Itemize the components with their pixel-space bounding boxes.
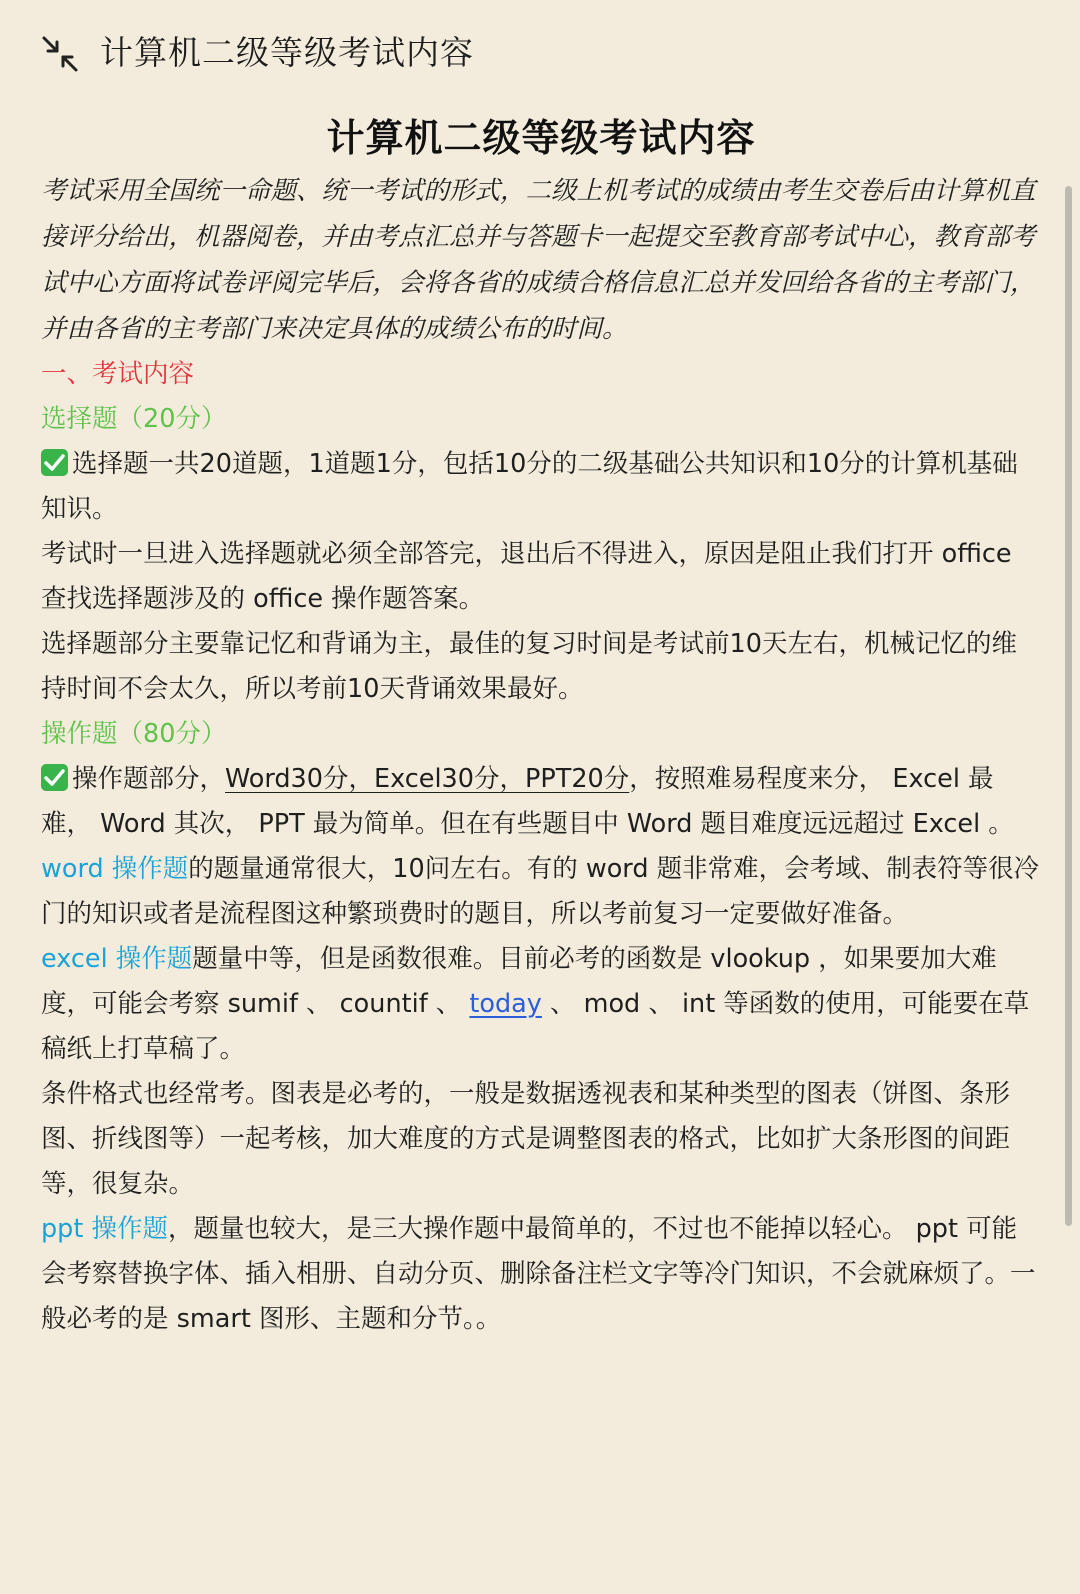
word-paragraph: word 操作题的题量通常很大，10问左右。有的 word 题非常难，会考域、制表符等很冷门的知识或者是流程图这种繁琐费时的题目，所以考前复习一定要做好准备。 <box>41 854 1040 929</box>
check-mark-icon <box>41 449 68 476</box>
check-mark-icon <box>41 764 68 791</box>
collapse-arrows-icon[interactable] <box>40 34 80 74</box>
document-body <box>41 110 1041 1342</box>
header-title: 计算机二级等级考试内容 <box>100 33 474 72</box>
word-operation-link[interactable]: word 操作题 <box>41 854 189 884</box>
ppt-operation-link[interactable]: ppt 操作题 <box>41 1214 168 1244</box>
score-split-underlined: Word30分，Excel30分，PPT20分 <box>225 764 630 794</box>
choice-paragraph-1: 选择题一共20道题，1道题1分，包括10分的二级基础公共知识和10分的计算机基础知识。 <box>41 449 1018 524</box>
operation-paragraph-1: 操作题部分，Word30分，Excel30分，PPT20分，按照难易程度来分， Excel 最难， Word 其次， PPT 最为简单。但在有些题目中 Word 题目难度远远超过 Excel 。 <box>41 764 1014 839</box>
top-bar <box>0 0 1080 106</box>
ppt-paragraph: ppt 操作题，题量也较大，是三大操作题中最简单的，不过也不能掉以轻心。 ppt 可能会考察替换字体、插入相册、自动分页、删除备注栏文字等冷门知识，不会就麻烦了。一般必考的是 smart 图形、主题和分节。。 <box>41 1214 1036 1334</box>
document-title: 计算机二级等级考试内容 <box>326 116 756 160</box>
today-link[interactable]: today <box>469 989 542 1019</box>
choice-heading: 选择题（20分） <box>41 404 227 434</box>
choice-paragraph-3: 选择题部分主要靠记忆和背诵为主，最佳的复习时间是考试前10天左右，机械记忆的维持时间不会太久，所以考前10天背诵效果最好。 <box>41 629 1017 704</box>
section-heading-exam-content: 一、考试内容 <box>41 359 195 389</box>
scrollbar[interactable] <box>1065 186 1072 1226</box>
choice-paragraph-2: 考试时一旦进入选择题就必须全部答完，退出后不得进入，原因是阻止我们打开 office 查找选择题涉及的 office 操作题答案。 <box>41 539 1012 614</box>
chart-paragraph: 条件格式也经常考。图表是必考的，一般是数据透视表和某种类型的图表（饼图、条形图、折线图等）一起考核，加大难度的方式是调整图表的格式，比如扩大条形图的间距等，很复杂。 <box>41 1079 1011 1199</box>
excel-operation-link[interactable]: excel 操作题 <box>41 944 193 974</box>
operation-heading: 操作题（80分） <box>41 719 227 749</box>
excel-paragraph: excel 操作题题量中等，但是函数很难。目前必考的函数是 vlookup ，如果要加大难度，可能会考察 sumif 、 countif 、 today 、 mod 、 int 等函数的使用，可能要在草稿纸上打草稿了。 <box>41 944 1030 1064</box>
intro-paragraph: 考试采用全国统一命题、统一考试的形式，二级上机考试的成绩由考生交卷后由计算机直接评分给出，机器阅卷，并由考点汇总并与答题卡一起提交至教育部考试中心，教育部考试中心方面将试卷评阅完毕后，会将各省的成绩合格信息汇总并发回给各省的主考部门，并由各省的主考部门来决定具体的成绩公布的时间。 <box>41 176 1036 344</box>
